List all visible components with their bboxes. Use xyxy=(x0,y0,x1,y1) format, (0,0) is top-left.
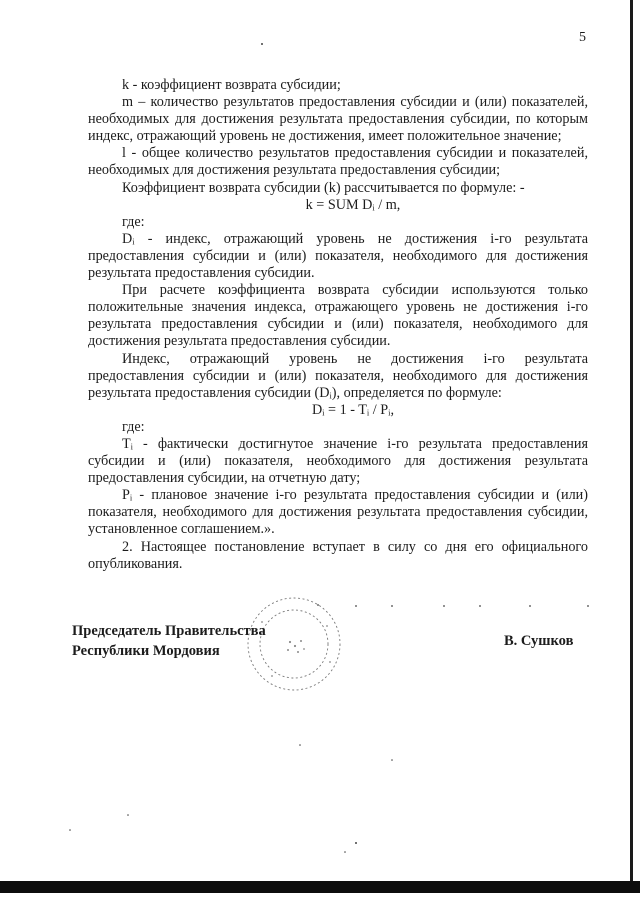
paragraph-m-definition: m – количество результатов предоставления субсидии и (или) показателей, необходимых для достижения результата предоставления субсидии, по которым индекс, отражающий уровень не достижения, имеет положительное значение; xyxy=(88,94,588,145)
signature-title-line2: Республики Мордовия xyxy=(72,643,220,659)
signature-title-line1: Председатель Правительства xyxy=(72,623,266,639)
paragraph-ti-definition: Tᵢ - фактически достигнутое значение i-го результата предоставления субсидии и (или) показателя, необходимого для достижения результата предоставления субсидии, на отчетную дату; xyxy=(88,435,588,487)
formula-k: k = SUM Dᵢ / m, xyxy=(305,196,401,213)
paragraph-di-definition: Dᵢ - индекс, отражающий уровень не достижения i-го результата предоставления субсидии и (или) показателя, необходимого для достижения результата предоставления субсидии. xyxy=(88,230,588,282)
paragraph-positive-values: При расчете коэффициента возврата субсидии используются только положительные значения индекса, отражающего уровень не достижения i-го результата предоставления субсидии и (или) показателя, необходимого для достижения результата предоставления субсидии. xyxy=(88,282,588,350)
scan-edge-bottom xyxy=(0,881,640,893)
paragraph-l-definition: l - общее количество результатов предоставления субсидии и показателей, необходимых для достижения результата предоставления субсидии; xyxy=(88,145,588,179)
paragraph-where-1: где: xyxy=(122,213,145,230)
paragraph-effective-date: 2. Настоящее постановление вступает в силу со дня его официального опубликования. xyxy=(88,538,588,572)
paragraph-index-intro: Индекс, отражающий уровень не достижения i-го результата предоставления субсидии и (или) показателя, необходимого для достижения результата предоставления субсидии (Dᵢ), определяется по формуле: xyxy=(88,350,588,401)
paragraph-where-2: где: xyxy=(122,418,145,435)
paragraph-formula-intro: Коэффициент возврата субсидии (k) рассчитывается по формуле: - xyxy=(122,179,525,196)
page-number: 5 xyxy=(579,30,586,45)
paragraph-k-definition: k - коэффициент возврата субсидии; xyxy=(122,77,341,93)
scan-edge-right xyxy=(630,0,633,881)
paragraph-pi-definition: Pᵢ - плановое значение i-го результата предоставления субсидии и (или) показателя, необходимого для достижения результата предоставления субсидии, установленное соглашением.». xyxy=(88,487,588,538)
signature-name: В. Сушков xyxy=(504,633,574,649)
formula-di: Dᵢ = 1 - Tᵢ / Pᵢ, xyxy=(311,401,395,418)
